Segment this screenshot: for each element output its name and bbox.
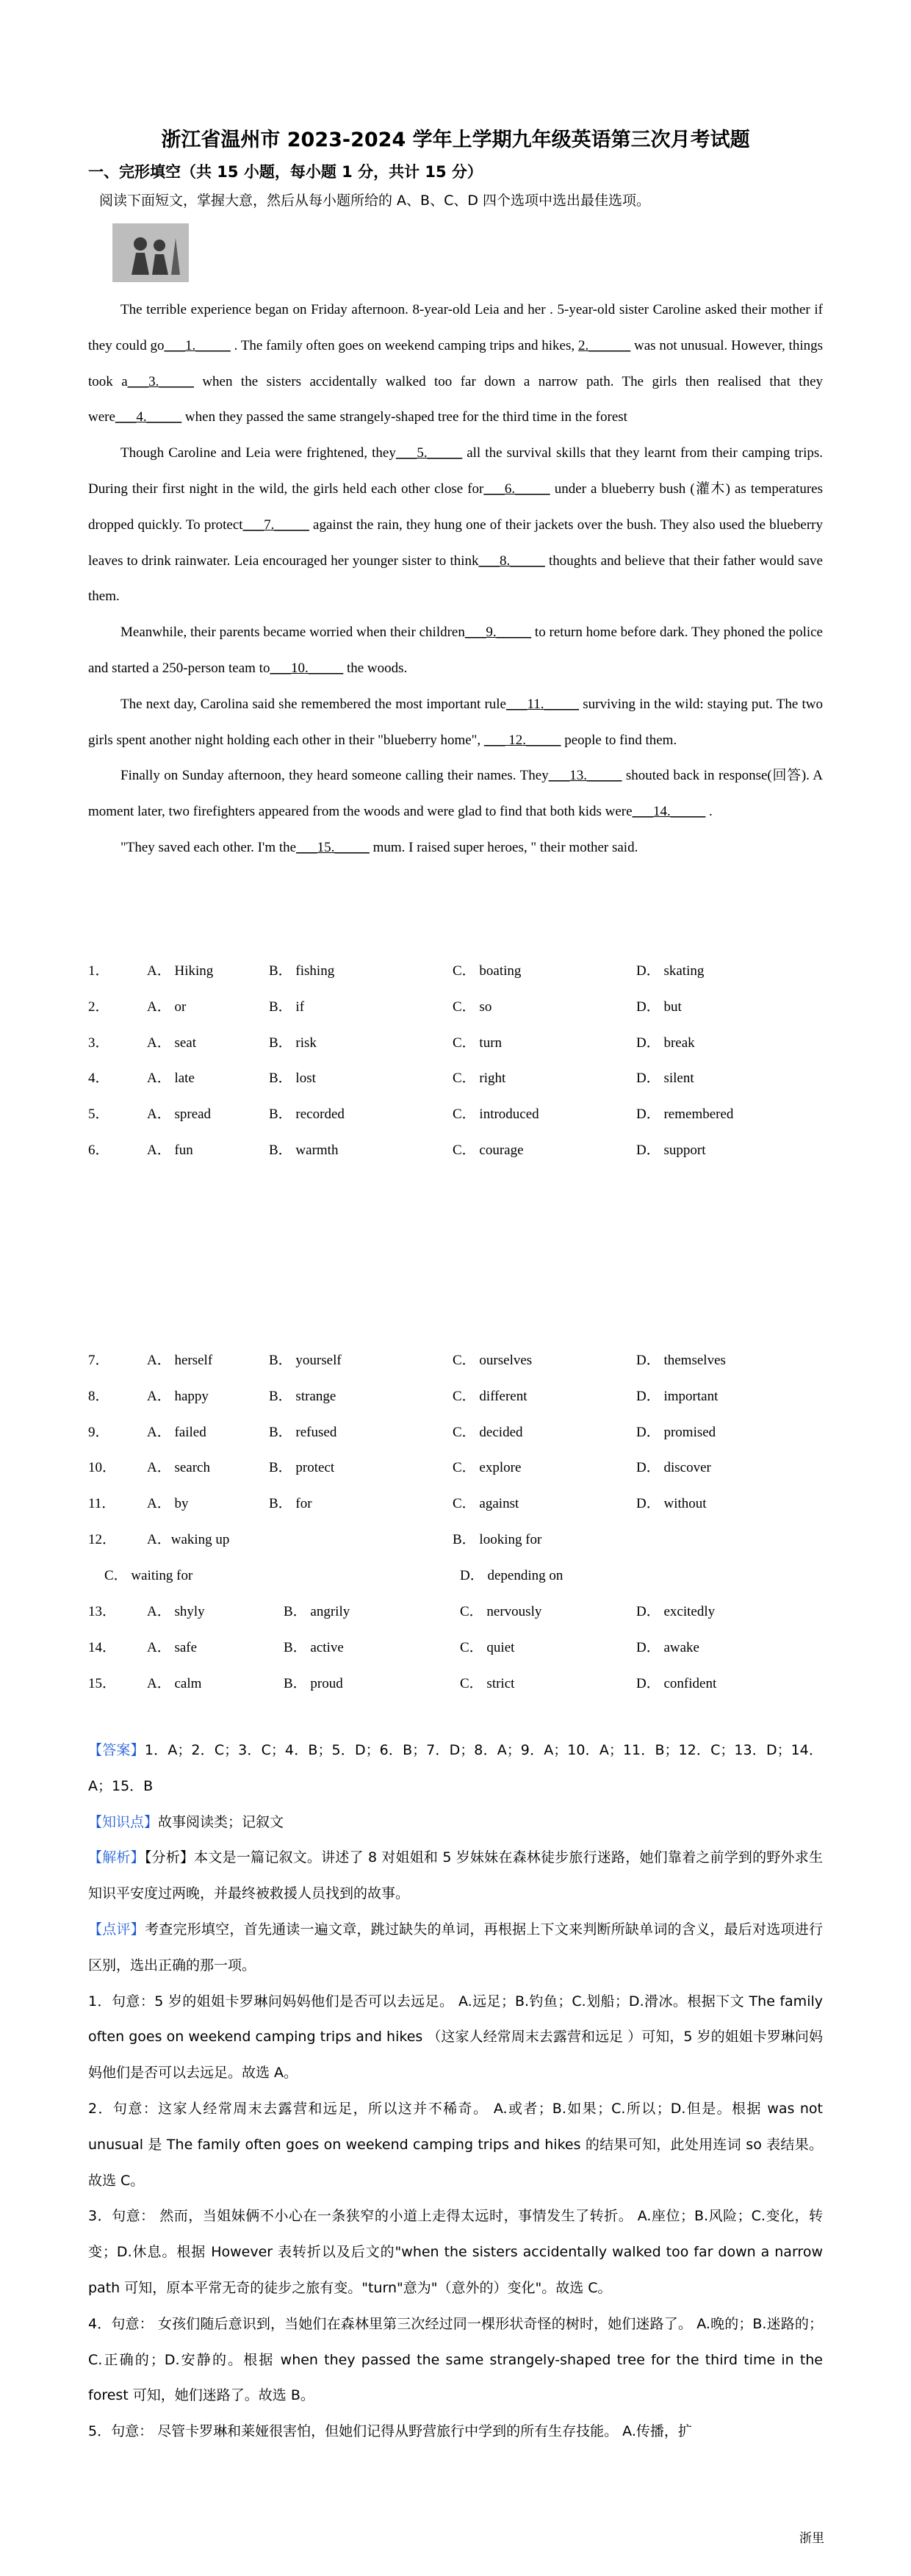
option-a[interactable]: A． happy — [147, 1388, 209, 1404]
passage-text: thoughts and believe that their father would save them. — [88, 553, 823, 605]
option-d[interactable]: D． but — [636, 999, 682, 1015]
instruction-text: 阅读下面短文，掌握大意，然后从每小题所给的 A、B、C、D 四个选项中选出最佳选项。 — [99, 193, 651, 209]
option-b[interactable]: B． refused — [269, 1424, 337, 1440]
question-number: 12． — [88, 1532, 117, 1547]
passage — [88, 292, 823, 866]
illustration-image — [112, 223, 189, 282]
passage-text: The terrible experience began on Friday afternoon. 8-year-old Leia and her . 5-year-old sister Caroline asked their mother if they could go — [88, 302, 823, 353]
passage-text: . The family often goes on weekend camping trips and hikes, — [230, 337, 578, 353]
option-row — [88, 1059, 823, 1095]
option-b[interactable]: B． risk — [269, 1035, 317, 1051]
answer-text: 1．A；2．C；3．C；4．B；5．D；6．B；7．D；8．A；9．A；10．A；11．B；12．C；13．D；14．A；15．B — [88, 1742, 823, 1794]
passage-text: was not unusual. However, things took a — [88, 337, 823, 389]
option-row — [88, 1665, 823, 1701]
passage-text: Finally on Sunday afternoon, they heard someone calling their names. They — [120, 768, 549, 784]
option-a[interactable]: A．waking up — [147, 1532, 230, 1547]
answer-analysis — [88, 1733, 823, 2450]
option-a[interactable]: A． fun — [147, 1142, 193, 1158]
option-b[interactable]: B． lost — [269, 1071, 316, 1087]
blank[interactable]: ___11._____ — [505, 696, 580, 712]
option-a[interactable]: A． safe — [147, 1639, 198, 1655]
option-row — [88, 1593, 823, 1629]
blank[interactable]: ___3._____ — [127, 373, 194, 389]
passage-paragraph — [88, 830, 823, 866]
option-row — [88, 1378, 823, 1414]
option-c[interactable]: C． courage — [453, 1142, 524, 1158]
option-row — [88, 1132, 823, 1168]
passage-text: against the rain, they hung one of their jackets over the bush. They also used the blueberry leaves to drink rainwater. Leia encouraged her younger sister to think — [88, 517, 823, 569]
passage-text: surviving in the wild: staying put. The two girls spent another night holding each other in their "blueberry home", — [88, 696, 823, 748]
question-number: 9． — [88, 1424, 109, 1440]
explanation-item: 4．句意： 女孩们随后意识到，当她们在森林里第三次经过同一棵形状奇怪的树时，她们迷路了。 A.晚的；B.迷路的；C.正确的；D.安静的。根据 when they passed the same strangely-shaped tree for the third time in the forest 可知，她们迷路了。故选 B。 — [88, 2315, 823, 2404]
option-d[interactable]: D． depending on — [460, 1567, 563, 1583]
option-c[interactable]: C． introduced — [453, 1107, 539, 1123]
explanation-item: 5．句意： 尽管卡罗琳和莱娅很害怕，但她们记得从野营旅行中学到的所有生存技能。 A.传播，扩 — [88, 2423, 692, 2440]
passage-text: when they passed the same strangely-shaped tree for the third time in the forest — [181, 409, 627, 425]
option-d[interactable]: D． promised — [636, 1424, 716, 1440]
blank[interactable]: ___7._____ — [242, 517, 309, 533]
option-a[interactable]: A． Hiking — [147, 963, 214, 979]
option-d[interactable]: D． discover — [636, 1460, 711, 1476]
comment-text: 考查完形填空，首先通读一遍文章，跳过缺失的单词，再根据上下文来判断所缺单词的含义，最后对选项进行区别，选出正确的那一项。 — [88, 1921, 823, 1974]
option-a[interactable]: A． spread — [147, 1107, 212, 1123]
passage-paragraph — [88, 758, 823, 830]
question-number: 5． — [88, 1107, 109, 1123]
option-row — [88, 1521, 823, 1557]
footer-watermark: 浙里 — [799, 2531, 824, 2546]
blank[interactable]: ___6._____ — [483, 481, 550, 497]
option-c[interactable]: C． so — [453, 999, 492, 1015]
comment-line — [88, 1912, 823, 1984]
option-a[interactable]: A． seat — [147, 1035, 197, 1051]
option-d[interactable]: D． without — [636, 1496, 707, 1512]
blank[interactable]: ___5._____ — [395, 445, 463, 461]
option-c[interactable]: C． waiting for — [104, 1567, 193, 1583]
options-group-1 — [88, 952, 823, 1168]
option-row — [88, 1629, 823, 1665]
question-number: 6． — [88, 1142, 109, 1158]
blank[interactable]: 2.______ — [577, 337, 631, 353]
question-number: 13． — [88, 1604, 117, 1619]
option-a[interactable]: A． late — [147, 1071, 195, 1087]
explanations — [88, 1984, 823, 2450]
passage-text: people to find them. — [561, 732, 677, 748]
option-row — [88, 1557, 823, 1593]
explanation-item: 3．句意： 然而，当姐妹俩不小心在一条狭窄的小道上走得太远时，事情发生了转折。 A.座位；B.风险；C.变化，转变；D.休息。根据 However 表转折以及后文的"when the sisters accidentally walked too far down a narrow path 可知，原本平常无奇的徒步之旅有变。"turn"意为"（意外的）变化"。故选 C。 — [88, 2208, 823, 2296]
option-a[interactable]: A． herself — [147, 1353, 213, 1368]
option-c[interactable]: C． against — [453, 1496, 519, 1512]
section-heading: 一、完形填空（共 15 小题，每小题 1 分，共计 15 分） — [88, 163, 483, 181]
comment-tag: 【点评】 — [88, 1921, 145, 1938]
blank[interactable]: ___15._____ — [296, 839, 370, 855]
question-number: 4． — [88, 1071, 109, 1087]
answer-line — [88, 1733, 823, 1805]
answer-tag: 【答案】 — [88, 1742, 145, 1758]
passage-text: shouted back in response(回答). A moment later, two firefighters appeared from the woods and were glad to find that both kids were — [88, 768, 823, 820]
question-number: 15． — [88, 1675, 117, 1691]
options-group-3 — [88, 1593, 823, 1700]
option-b[interactable]: B． looking for — [453, 1532, 542, 1547]
analysis-line — [88, 1840, 823, 1912]
option-d[interactable]: D． awake — [636, 1639, 699, 1655]
option-b[interactable]: B． recorded — [269, 1107, 345, 1123]
question-number: 7． — [88, 1353, 109, 1368]
option-c[interactable]: C． decided — [453, 1424, 523, 1440]
option-c[interactable]: C． right — [453, 1071, 506, 1087]
options-group-2 — [88, 1342, 823, 1521]
option-d[interactable]: D． confident — [636, 1675, 717, 1691]
option-b[interactable]: B． strange — [269, 1388, 336, 1404]
option-row — [88, 1414, 823, 1450]
passage-text: the woods. — [343, 660, 408, 676]
option-b[interactable]: B． fishing — [269, 963, 335, 979]
knowledge-tag: 【知识点】 — [88, 1813, 159, 1830]
option-a[interactable]: A． or — [147, 999, 187, 1015]
passage-text: The next day, Carolina said she remembered the most important rule — [120, 696, 506, 712]
knowledge-text: 故事阅读类；记叙文 — [158, 1813, 284, 1830]
option-c[interactable]: C． different — [453, 1388, 527, 1404]
option-row — [88, 952, 823, 988]
option-b[interactable]: B． active — [284, 1639, 344, 1655]
question-number: 10． — [88, 1460, 117, 1476]
option-d[interactable]: D． themselves — [636, 1353, 726, 1368]
option-a[interactable]: A． shyly — [147, 1604, 205, 1619]
options-q12 — [88, 1521, 823, 1593]
option-c[interactable]: C． explore — [453, 1460, 522, 1476]
passage-text: all the survival skills that they learnt from their camping trips. During their first night in the wild, the girls held each other close for — [88, 445, 824, 497]
option-c[interactable]: C． boating — [453, 963, 522, 979]
question-number: 1． — [88, 963, 109, 979]
passage-text: under a blueberry bush (灌木) as temperatures dropped quickly. To protect — [88, 481, 823, 533]
option-b[interactable]: B． for — [269, 1496, 312, 1512]
option-d[interactable]: D． silent — [636, 1071, 694, 1087]
option-a[interactable]: A． failed — [147, 1424, 206, 1440]
option-row — [88, 1024, 823, 1060]
option-a[interactable]: A． by — [147, 1496, 189, 1512]
option-b[interactable]: B． warmth — [269, 1142, 339, 1158]
passage-text: when the sisters accidentally walked too far down a narrow path. The girls then realised that they were — [88, 373, 823, 425]
explanation-item: 2．句意：这家人经常周末去露营和远足，所以这并不稀奇。 A.或者；B.如果；C.所以；D.但是。根据 was not unusual 是 The family often goes on weekend camping trips and hikes 的结果可知，此处用连词 so 表结果。故选 C。 — [88, 2100, 823, 2189]
question-number: 2． — [88, 999, 109, 1015]
knowledge-line — [88, 1805, 823, 1841]
blank[interactable]: ___10._____ — [270, 660, 344, 676]
passage-text: "They saved each other. I'm the — [120, 839, 297, 855]
option-a[interactable]: A． calm — [147, 1675, 202, 1691]
passage-paragraph — [88, 615, 823, 687]
option-b[interactable]: B． yourself — [269, 1353, 342, 1368]
passage-text: . — [705, 804, 713, 820]
option-b[interactable]: B． proud — [284, 1675, 343, 1691]
option-b[interactable]: B． angrily — [284, 1604, 350, 1619]
passage-text: Meanwhile, their parents became worried when their children — [120, 625, 465, 641]
passage-paragraph — [88, 436, 823, 615]
blank[interactable]: ___1._____ — [164, 337, 231, 353]
children-silhouette-icon — [112, 223, 189, 282]
blank[interactable]: ___ 12._____ — [483, 732, 561, 748]
option-c[interactable]: C． turn — [453, 1035, 503, 1051]
question-number: 8． — [88, 1388, 109, 1404]
question-number: 14． — [88, 1639, 117, 1655]
question-number: 3． — [88, 1035, 109, 1051]
blank[interactable]: ___9._____ — [464, 625, 532, 641]
option-row — [88, 988, 823, 1024]
option-row — [88, 1095, 823, 1132]
option-row — [88, 1449, 823, 1485]
question-number: 11． — [88, 1496, 116, 1512]
analysis-tag: 【解析】 — [88, 1849, 145, 1866]
passage-paragraph — [88, 687, 823, 759]
option-d[interactable]: D． skating — [636, 963, 705, 979]
option-a[interactable]: A． search — [147, 1460, 210, 1476]
blank[interactable]: ___13._____ — [548, 768, 622, 784]
passage-text: to return home before dark. They phoned the police and started a 250-person team to — [88, 625, 823, 676]
passage-text: mum. I raised super heroes, " their mother said. — [369, 839, 638, 855]
blank[interactable]: ___14._____ — [632, 804, 706, 820]
option-c[interactable]: C． quiet — [460, 1639, 515, 1655]
option-c[interactable]: C． strict — [460, 1675, 515, 1691]
option-d[interactable]: D． support — [636, 1142, 706, 1158]
option-d[interactable]: D． remembered — [636, 1107, 734, 1123]
analysis-text: 【分析】本文是一篇记叙文。讲述了 8 对姐姐和 5 岁妹妹在森林徒步旅行迷路，她们靠着之前学到的野外求生知识平安度过两晚，并最终被救援人员找到的故事。 — [88, 1849, 823, 1902]
explanation-item: 1．句意：5 岁的姐姐卡罗琳问妈妈他们是否可以去远足。 A.远足；B.钓鱼；C.划船；D.滑冰。根据下文 The family often goes on weekend camping trips and hikes （这家人经常周末去露营和远足 ）可知，5 岁的姐姐卡罗琳问妈妈他们是否可以去远足。故选 A。 — [88, 1993, 823, 2082]
option-b[interactable]: B． protect — [269, 1460, 335, 1476]
option-b[interactable]: B． if — [269, 999, 305, 1015]
option-row — [88, 1485, 823, 1521]
passage-paragraph — [88, 292, 823, 436]
blank[interactable]: ___8._____ — [478, 553, 545, 569]
option-d[interactable]: D． important — [636, 1388, 719, 1404]
page-title: 浙江省温州市 2023-2024 学年上学期九年级英语第三次月考试题 — [161, 129, 750, 151]
passage-text: Though Caroline and Leia were frightened, they — [120, 445, 396, 461]
option-row — [88, 1342, 823, 1378]
option-c[interactable]: C． ourselves — [453, 1353, 533, 1368]
blank[interactable]: ___4._____ — [115, 409, 182, 425]
option-d[interactable]: D． excitedly — [636, 1604, 716, 1619]
option-c[interactable]: C． nervously — [460, 1604, 542, 1619]
option-d[interactable]: D． break — [636, 1035, 695, 1051]
